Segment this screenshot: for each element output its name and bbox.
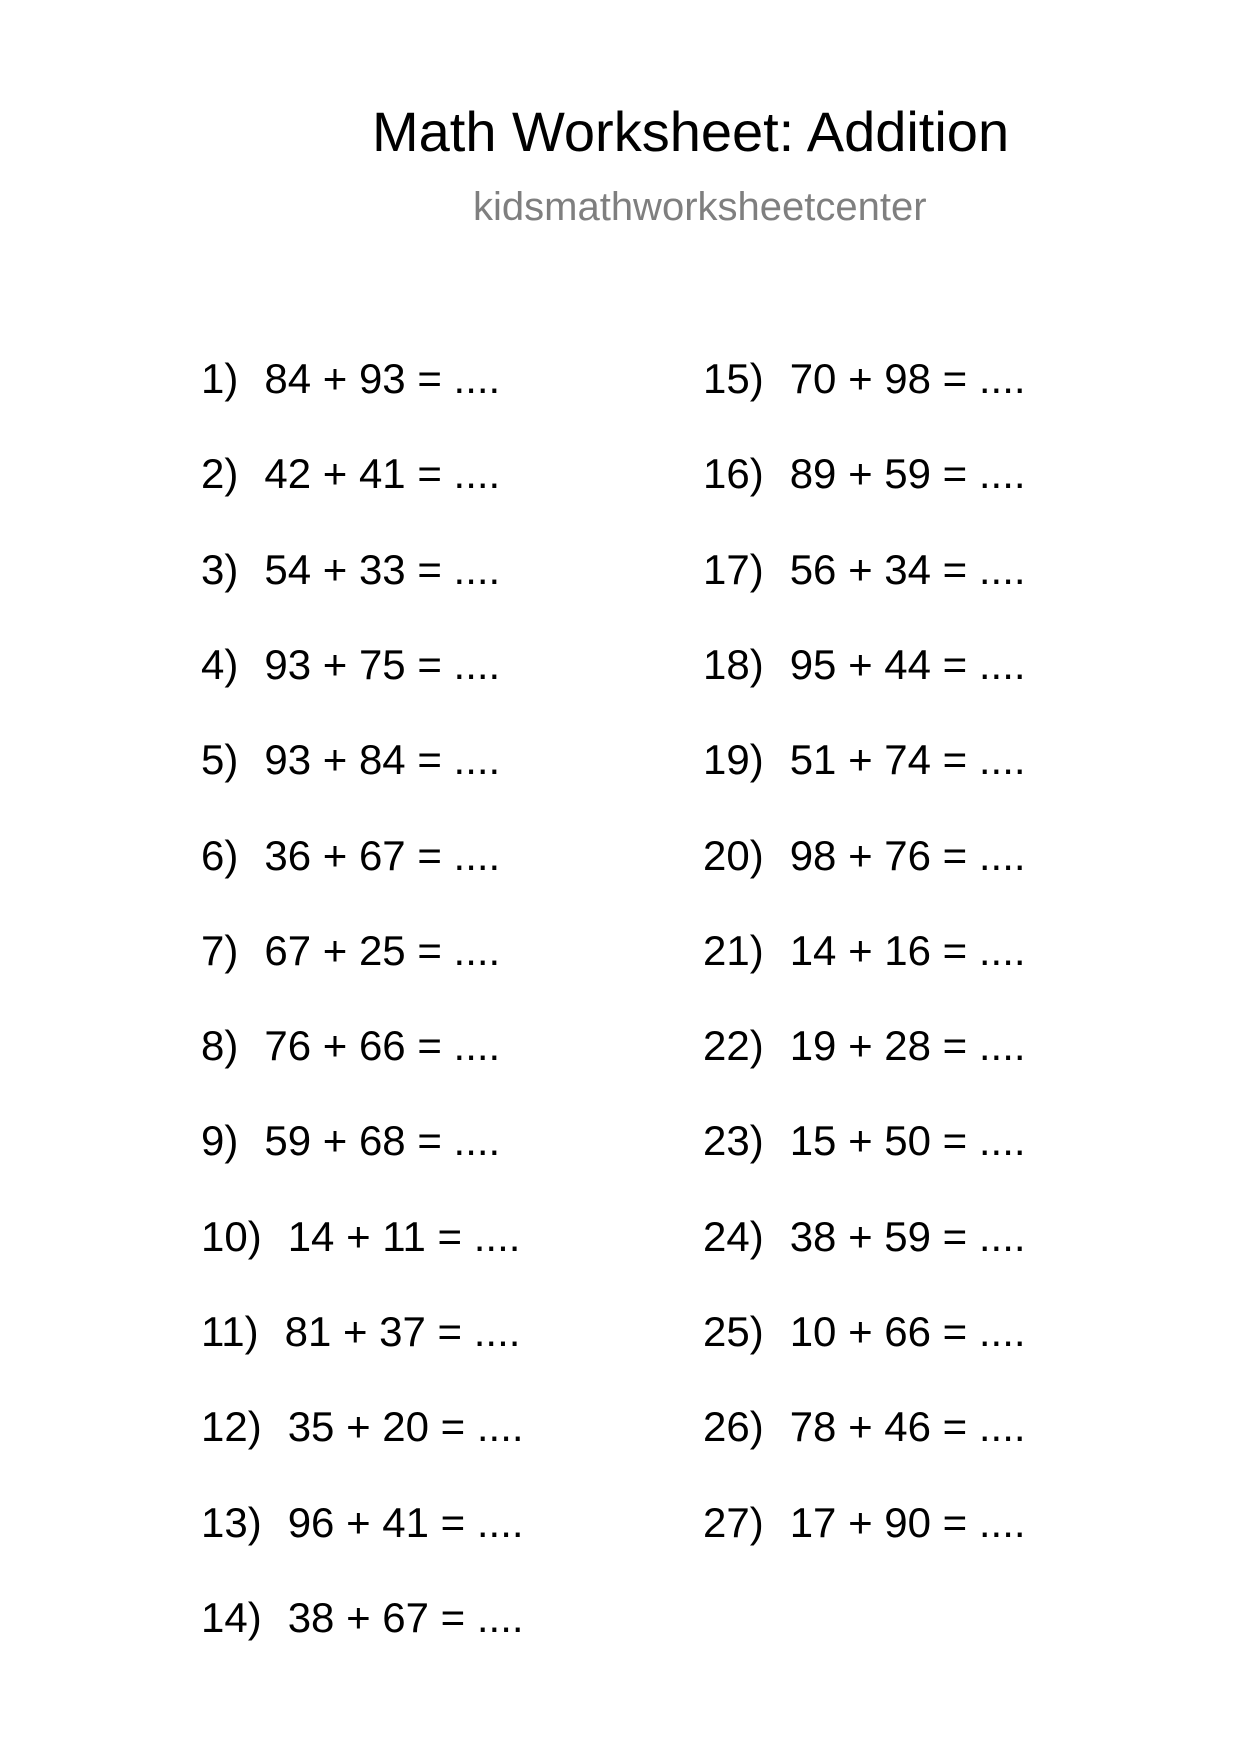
problem-number: 21) xyxy=(703,926,764,974)
problem-expression: 14 + 11 = .... xyxy=(287,1212,521,1260)
problem-expression: 76 + 66 = .... xyxy=(264,1022,501,1070)
problem-number: 19) xyxy=(703,736,764,784)
problem-expression: 36 + 67 = .... xyxy=(264,831,501,879)
problem-item xyxy=(201,546,500,594)
problem-number: 9) xyxy=(201,1117,239,1165)
problem-expression: 56 + 34 = .... xyxy=(789,545,1026,593)
problem-number: 27) xyxy=(703,1498,764,1546)
problem-number: 14) xyxy=(201,1593,262,1641)
problem-item xyxy=(201,1308,520,1356)
problem-number: 11) xyxy=(201,1308,259,1355)
problem-number: 16) xyxy=(703,450,764,498)
problem-number: 18) xyxy=(703,640,764,688)
problem-expression: 51 + 74 = .... xyxy=(789,736,1026,784)
problem-number: 17) xyxy=(703,545,764,593)
problem-expression: 59 + 68 = .... xyxy=(264,1117,501,1165)
problem-expression: 15 + 50 = .... xyxy=(789,1117,1026,1165)
worksheet-title: Math Worksheet: Addition xyxy=(372,100,1010,163)
problem-expression: 10 + 66 = .... xyxy=(789,1308,1026,1355)
problem-item xyxy=(703,641,1026,689)
problem-number: 26) xyxy=(703,1403,764,1451)
problem-item xyxy=(201,1499,524,1547)
problem-expression: 35 + 20 = .... xyxy=(287,1403,524,1451)
problem-item xyxy=(201,450,500,498)
problem-number: 7) xyxy=(201,926,239,974)
problem-expression: 19 + 28 = .... xyxy=(789,1022,1026,1070)
problem-number: 24) xyxy=(703,1212,764,1260)
problem-item xyxy=(201,832,500,880)
problem-number: 5) xyxy=(201,736,239,784)
problem-number: 3) xyxy=(201,545,239,593)
problem-expression: 42 + 41 = .... xyxy=(264,450,501,498)
problem-expression: 54 + 33 = .... xyxy=(264,545,501,593)
problem-expression: 78 + 46 = .... xyxy=(789,1403,1026,1451)
problem-item xyxy=(703,450,1026,498)
problem-item xyxy=(201,1022,500,1070)
problem-expression: 38 + 59 = .... xyxy=(789,1212,1026,1260)
problem-number: 8) xyxy=(201,1022,239,1070)
problem-item xyxy=(201,1213,520,1261)
problem-number: 15) xyxy=(703,355,764,402)
problem-expression: 17 + 90 = .... xyxy=(789,1498,1026,1546)
problem-expression: 38 + 67 = .... xyxy=(287,1593,524,1641)
problem-number: 22) xyxy=(703,1022,764,1070)
problem-item xyxy=(703,1213,1026,1261)
problem-item xyxy=(201,641,500,689)
problem-item xyxy=(201,1594,524,1642)
problem-expression: 98 + 76 = .... xyxy=(789,831,1026,879)
problem-item xyxy=(201,736,500,784)
problem-expression: 67 + 25 = .... xyxy=(264,926,501,974)
problem-number: 12) xyxy=(201,1403,262,1451)
problem-number: 20) xyxy=(703,831,764,879)
problem-expression: 96 + 41 = .... xyxy=(287,1498,524,1546)
problem-item xyxy=(703,1403,1026,1451)
problem-number: 25) xyxy=(703,1308,764,1355)
problem-number: 1) xyxy=(201,355,239,402)
problem-item xyxy=(703,355,1026,403)
problem-expression: 93 + 75 = .... xyxy=(264,640,501,688)
problem-expression: 84 + 93 = .... xyxy=(264,355,501,402)
problem-item xyxy=(703,546,1026,594)
problem-item xyxy=(201,355,500,403)
problem-expression: 81 + 37 = .... xyxy=(284,1308,521,1355)
problem-number: 6) xyxy=(201,831,239,879)
problem-item xyxy=(703,832,1026,880)
problem-number: 10) xyxy=(201,1212,262,1260)
problem-expression: 14 + 16 = .... xyxy=(789,926,1026,974)
problem-number: 13) xyxy=(201,1498,262,1546)
problem-item xyxy=(703,736,1026,784)
problem-item xyxy=(201,1403,524,1451)
problem-item xyxy=(703,1117,1026,1165)
problem-item xyxy=(201,927,500,975)
problem-number: 23) xyxy=(703,1117,764,1165)
problem-expression: 95 + 44 = .... xyxy=(789,640,1026,688)
worksheet-source: kidsmathworksheetcenter xyxy=(473,185,927,229)
problem-expression: 70 + 98 = .... xyxy=(789,355,1026,402)
problem-number: 4) xyxy=(201,640,239,688)
problem-expression: 89 + 59 = .... xyxy=(789,450,1026,498)
problem-expression: 93 + 84 = .... xyxy=(264,736,501,784)
problem-item xyxy=(703,1022,1026,1070)
problem-item xyxy=(703,927,1026,975)
problem-number: 2) xyxy=(201,450,239,498)
problem-item xyxy=(201,1117,500,1165)
problem-item xyxy=(703,1499,1026,1547)
problem-item xyxy=(703,1308,1026,1356)
